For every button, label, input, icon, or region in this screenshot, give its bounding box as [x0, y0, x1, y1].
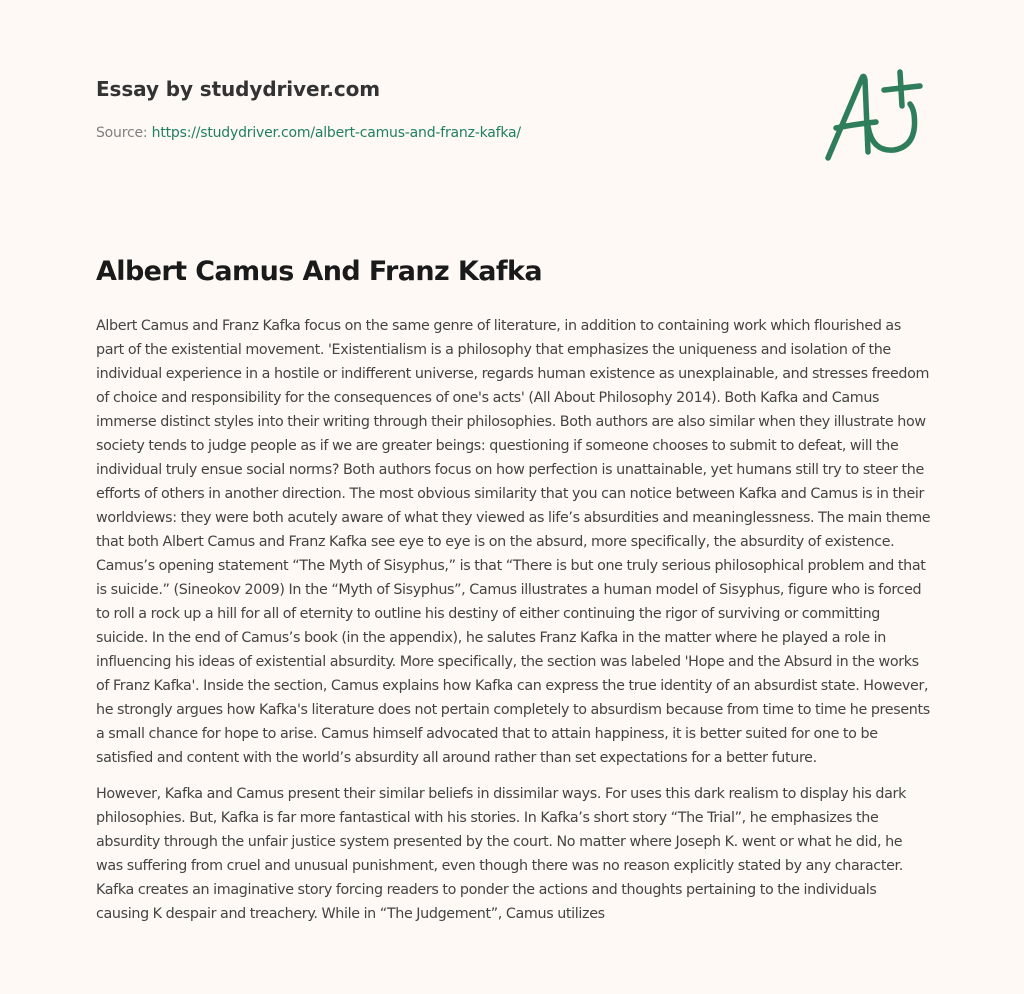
paragraph: However, Kafka and Camus present their similar beliefs in dissimilar ways. For uses this dark realism to display his dark philosophies. But, Kafka is far more fantastical with his stories. In Kafka’s short story “The Trial”, he emphasizes the absurdity through the unfair justice system presented by the court. No matter where Joseph K. went or what he did, he was suffering from cruel and unusual punishment, even though there was no reason explicitly stated by any character. Kafka creates an imaginative story forcing readers to ponder the actions and thoughts pertaining to the individuals causing K despair and treachery. While in “The Judgement”, Camus utilizes	[96, 786, 907, 922]
document-body	[96, 314, 932, 938]
source-line	[96, 123, 796, 143]
brand-title: Essay by studydriver.com	[96, 77, 381, 101]
a-plus-grade-icon	[818, 66, 930, 166]
page-header	[96, 74, 796, 143]
source-label: Source:	[96, 125, 148, 141]
paragraph: Albert Camus and Franz Kafka focus on the same genre of literature, in addition to containing work which flourished as part of the existential movement. 'Existentialism is a philosophy that emphasizes the uniqueness and isolation of the individual experience in a hostile or indifferent universe, regards human existence as unexplainable, and stresses freedom of choice and responsibility for the consequences of one's acts' (All About Philosophy 2014). Both Kafka and Camus immerse distinct styles into their writing through their philosophies. Both authors are also similar when they illustrate how society tends to judge people as if we are greater beings: questioning if someone chooses to submit to defeat, will the individual truly ensue social norms? Both authors focus on how perfection is unattainable, yet humans still try to steer the efforts of others in another direction. The most obvious similarity that you can notice between Kafka and Camus is in their worldviews: they were both acutely aware of what they viewed as life’s absurdities and meaninglessness. The main theme that both Albert Camus and Franz Kafka see eye to eye is on the absurd, more specifically, the absurdity of existence. Camus’s opening statement “The Myth of Sisyphus,” is that “There is but one truly serious philosophical problem and that is suicide.” (Sineokov 2009) In the “Myth of Sisyphus”, Camus illustrates a human model of Sisyphus, figure who is forced to roll a rock up a hill for all of eternity to outline his destiny of either continuing the rigor of surviving or committing suicide. In the end of Camus’s book (in the appendix), he salutes Franz Kafka in the matter where he played a role in influencing his ideas of existential absurdity. More specifically, the section was labeled 'Hope and the Absurd in the works of Franz Kafka'. Inside the section, Camus explains how Kafka can express the true identity of an absurdist state. However, he strongly argues how Kafka's literature does not pertain completely to absurdism because from time to time he presents a small chance for hope to arise. Camus himself advocated that to attain happiness, it is better suited for one to be satisfied and content with the world’s absurdity all around rather than set expectations for a better future.	[96, 318, 931, 766]
source-link[interactable]: https://studydriver.com/albert-camus-and-franz-kafka/	[151, 125, 521, 141]
document-title: Albert Camus And Franz Kafka	[96, 256, 542, 287]
